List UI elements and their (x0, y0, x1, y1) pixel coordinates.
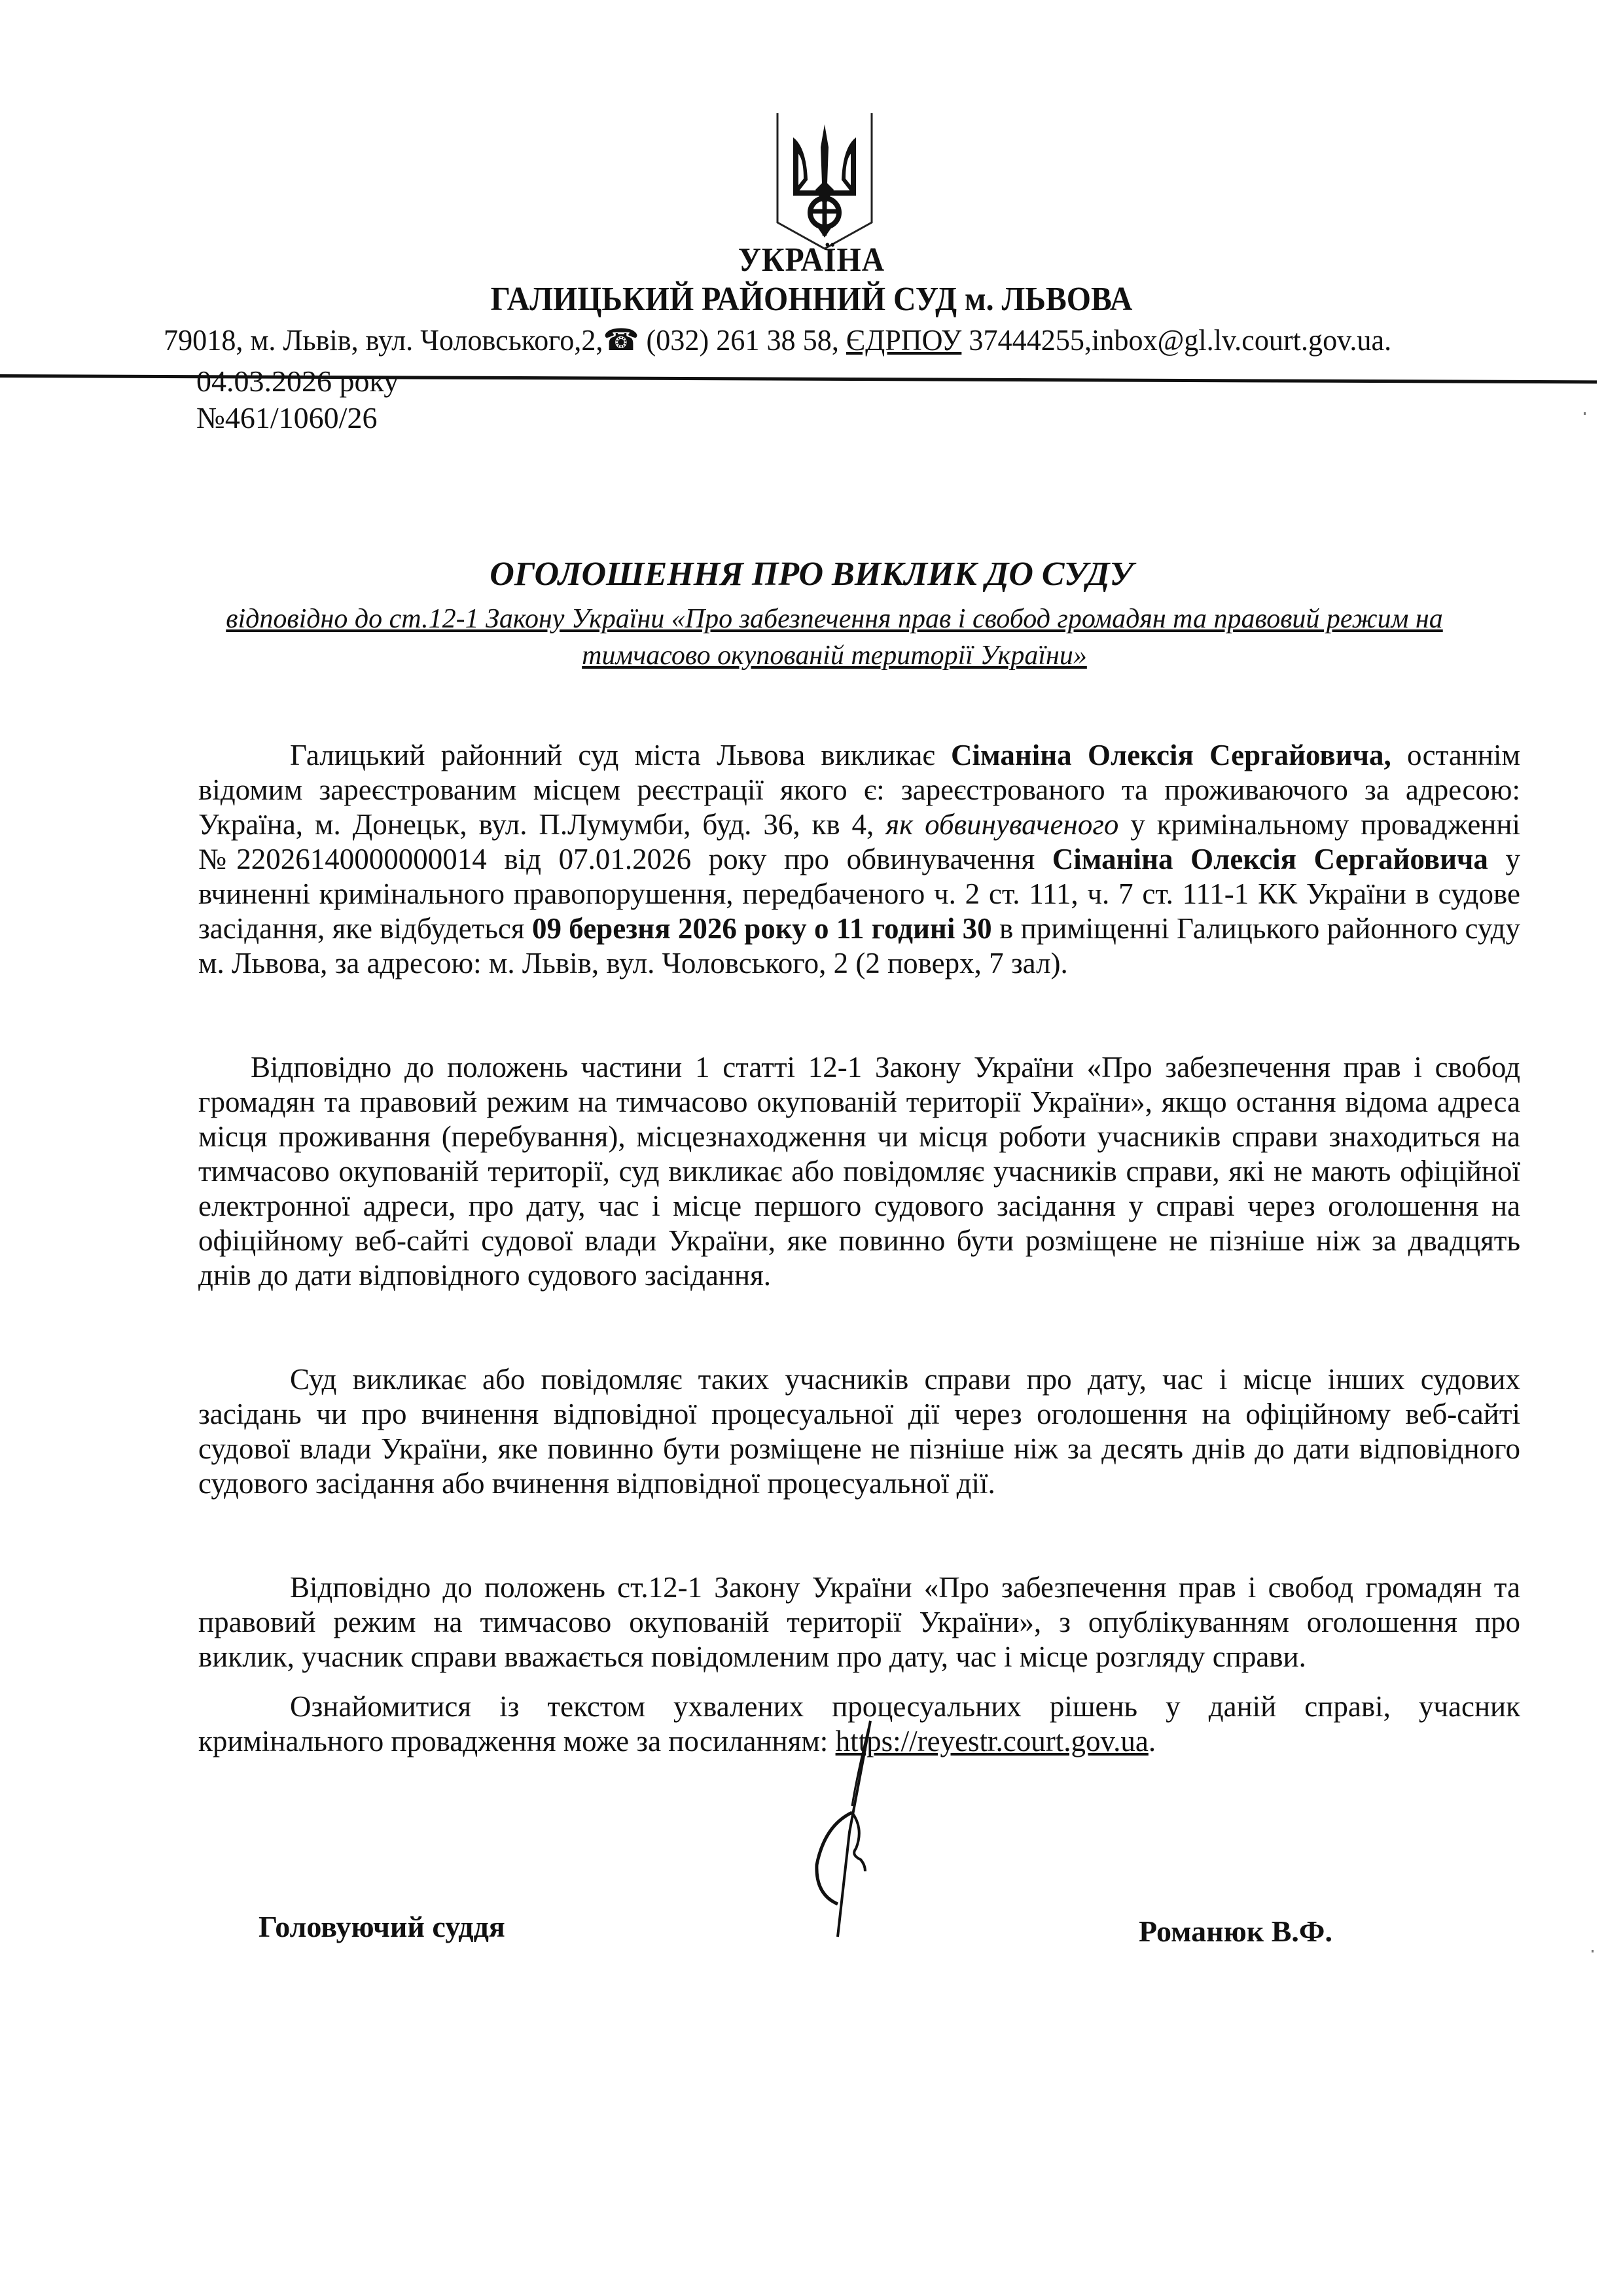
notification-effect-paragraph (198, 1570, 1520, 1674)
notice-subtitle: відповідно до ст.12-1 Закону України «Про забезпечення прав і свобод громадян та правовий режим на тимчасово окупованій території України» (226, 604, 1443, 671)
text: у вчиненні кримінального правопорушення, передбаченого ч. 2 ст. 111, ч. 7 ст. 111-1 КК України в судове засідання, яке відбудеться (198, 843, 1520, 945)
judge-name: Романюк В.Ф. (1139, 1915, 1332, 1948)
further-notice-paragraph (198, 1362, 1520, 1501)
paragraph-text: Відповідно до положень частини 1 статті 12-1 Закону України «Про забезпечення прав і свобод громадян та правовий режим на тимчасово окупованій території України», якщо остання відома адреса місця проживання (перебування), місцезнаходження чи місця роботи учасників справи знаходиться на тимчасово окупованій території, суд викликає або повідомляє учасників справи, які не мають офіційної електронної адреси, про дату, час і місце першого судового засідання у справі через оголошення на офіційному веб-сайті судової влади України, яке повинно бути розміщене не пізніше ніж за двадцять днів до дати відповідного судового засідання. (198, 1051, 1520, 1292)
telephone-icon: ☎ (603, 323, 639, 357)
court-registry-link[interactable]: https://reyestr.court.gov.ua (835, 1725, 1149, 1757)
text: в приміщенні Галицького районного суду м. Львова, за адресою: м. Львів, вул. Чоловського, 2 (2 поверх, 7 зал). (198, 912, 1520, 980)
court-name-heading: ГАЛИЦЬКИЙ РАЙОННИЙ СУД м. ЛЬВОВА (490, 281, 1133, 318)
document-date: 04.03.2026 року (196, 364, 399, 398)
document-number: №461/1060/26 (196, 401, 378, 434)
defendant-name: Сіманіна Олексія Сергайовича (1052, 843, 1488, 875)
procedural-role: як обвинуваченого (885, 808, 1119, 841)
defendant-name: Сіманіна Олексія Сергайовича, (950, 739, 1391, 771)
notice-title: ОГОЛОШЕННЯ ПРО ВИКЛИК ДО СУДУ (490, 556, 1133, 593)
scan-speck (1592, 1950, 1594, 1952)
court-phone: (032) 261 38 58 (646, 323, 832, 357)
paragraph-text: Ознайомитися із текстом ухвалених процесуальних рішень у даній справі, учасник кримінального провадження може за посиланням: (198, 1690, 1520, 1757)
scan-speck (1584, 412, 1586, 415)
summons-paragraph (198, 738, 1520, 981)
judge-title: Головуючий суддя (259, 1910, 505, 1943)
court-contact-line: 79018, м. Львів, вул. Чоловського,2,☎ (032) 261 38 58, ЄДРПОУ 37444255,inbox@gl.lv.court.gov.ua. (164, 323, 1392, 357)
text: останнім відомим зареєстрованим місцем реєстрації якого є: зареєстрованого та проживаючого за адресою: Україна, м. Донецьк, вул. П.Лумумби, буд. 36, кв 4, (198, 739, 1520, 841)
country-heading: УКРАЇНА (738, 241, 885, 279)
edrpou-code-email: 37444255,inbox@gl.lv.court.gov.ua. (969, 323, 1392, 357)
paragraph-text: Відповідно до положень ст.12-1 Закону України «Про забезпечення прав і свобод громадян та правовий режим на тимчасово окупованій території України», з опублікуванням оголошення про виклик, учасник справи вважається повідомленим про дату, час і місце розгляду справи. (198, 1571, 1520, 1673)
text: Галицький районний суд міста Львова викликає (290, 739, 951, 771)
court-address: 79018, м. Львів, вул. Чоловського,2, (164, 323, 603, 357)
text: . (1148, 1725, 1156, 1757)
tryzub-emblem-icon (772, 108, 877, 252)
text: у кримінальному провадженні №22026140000000014 від 07.01.2026 року про обвинувачення (198, 808, 1520, 875)
legal-basis-paragraph (198, 1050, 1520, 1293)
hearing-datetime: 09 березня 2026 року о 11 годині 30 (531, 912, 992, 945)
paragraph-text: Суд викликає або повідомляє таких учасників справи про дату, час і місце інших судових засідань чи про вчинення відповідної процесуальної дії через оголошення на офіційному веб-сайті судової влади України, яке повинно бути розміщене не пізніше ніж за десять днів до дати відповідного судового засідання або вчинення відповідної процесуальної дії. (198, 1363, 1520, 1500)
handwritten-signature-icon (772, 1714, 916, 1943)
edrpou-label: ЄДРПОУ (846, 323, 962, 357)
